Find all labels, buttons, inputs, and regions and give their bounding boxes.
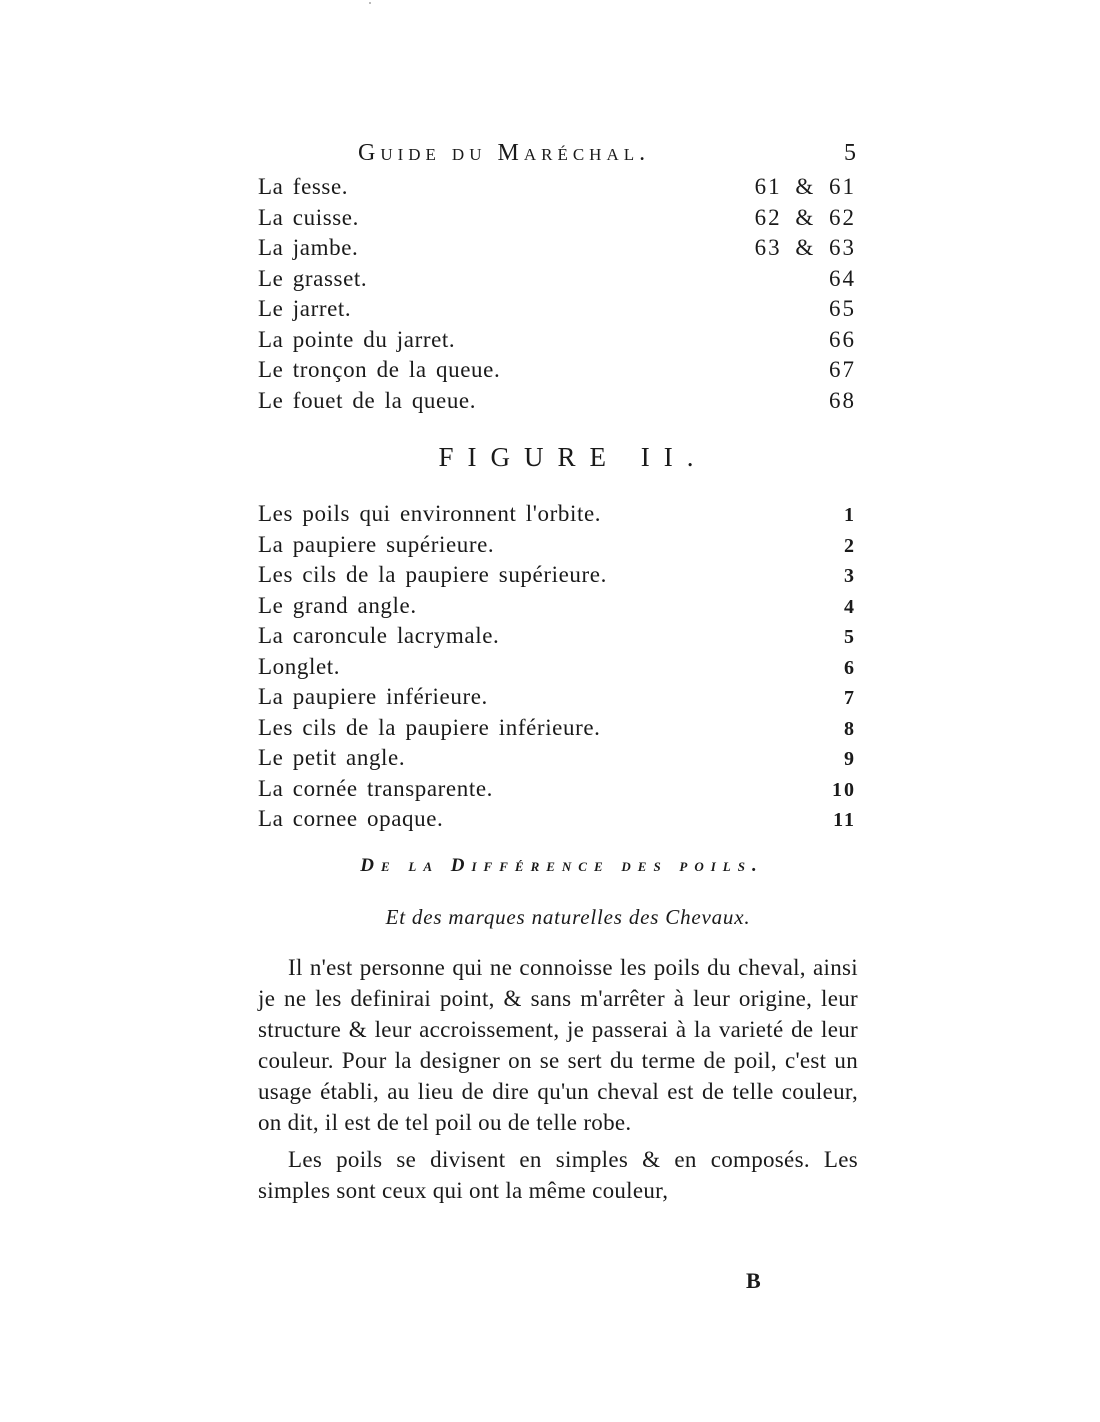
legend-label: La jambe. [258,235,359,260]
scan-speck [369,2,371,4]
signature-mark: B [746,1268,761,1293]
figure-two-legend-list [258,499,858,835]
legend-item [258,325,858,356]
legend-item [258,264,858,295]
paragraph: Il n'est personne qui ne connoisse les poils du cheval, ainsi je ne les definirai point, & sans m'arrêter à leur origine, leur structure & leur accroissement, je passerai à la varieté de leur couleur. Pour la designer on se sert du terme de poil, c'est un usage établi, au lieu de dire qu'un cheval est de telle couleur, on dit, il est de tel poil ou de telle robe. [258,954,858,1135]
legend-ref: 8 [844,717,856,740]
legend-label: La cuisse. [258,204,359,230]
legend-item [258,355,858,386]
legend-label: La caroncule lacrymale. [258,623,500,648]
legend-ref: 6 [844,656,856,679]
running-head-title: Guide du Maréchal. [358,140,651,166]
legend-ref: 66 [829,326,856,352]
legend-ref: 64 [829,265,856,291]
legend-ref: 62 & 62 [754,204,856,230]
legend-item [258,203,858,234]
legend-label: La paupiere inférieure. [258,684,488,709]
legend-ref: 68 [829,387,856,413]
legend-ref: 5 [844,626,856,648]
legend-item [258,233,858,264]
legend-label: Le grand angle. [258,592,417,618]
legend-label: La paupiere supérieure. [258,531,495,557]
legend-label: La cornée transparente. [258,775,493,801]
legend-label: La fesse. [258,174,349,199]
legend-item [258,591,858,622]
section-subheading: Et des marques naturelles des Chevaux. [385,904,751,929]
legend-label: La cornee opaque. [258,806,444,831]
legend-label: Le jarret. [258,296,352,321]
legend-ref: 11 [833,809,856,831]
legend-label: La pointe du jarret. [258,326,456,352]
legend-label: Les cils de la paupiere inférieure. [258,714,601,740]
legend-label: Le tronçon de la queue. [258,357,501,382]
legend-ref: 10 [832,778,856,801]
legend-label: Longlet. [258,653,341,679]
legend-item [258,804,858,835]
legend-label: Les cils de la paupiere supérieure. [258,562,607,587]
paragraph: Les poils se divisent en simples & en composés. Les simples sont ceux qui ont la même couleur, [258,1146,858,1203]
figure-one-legend-list [258,172,858,416]
legend-ref: 65 [829,296,856,321]
legend-ref: 4 [844,595,856,618]
body-text [258,952,858,1206]
legend-item [258,530,858,561]
legend-label: Le fouet de la queue. [258,387,477,413]
legend-ref: 63 & 63 [754,235,856,260]
legend-item [258,621,858,652]
legend-item [258,560,858,591]
book-page [258,138,858,1293]
legend-ref: 1 [844,504,856,526]
legend-ref: 3 [844,565,856,587]
legend-item [258,713,858,744]
legend-item [258,172,858,203]
legend-item [258,682,858,713]
figure-two-heading: FIGURE II. [438,442,708,472]
legend-ref: 67 [829,357,856,382]
running-head [258,138,858,172]
section-heading: De la Différence des poils. [360,854,764,876]
legend-ref: 2 [844,534,856,557]
legend-item [258,774,858,805]
legend-ref: 61 & 61 [754,174,856,199]
legend-item [258,294,858,325]
legend-ref: 7 [844,687,856,709]
legend-item [258,743,858,774]
legend-label: Le petit angle. [258,745,406,770]
legend-ref: 9 [844,748,856,770]
legend-item [258,652,858,683]
legend-item [258,499,858,530]
legend-label: Le grasset. [258,265,368,291]
legend-label: Les poils qui environnent l'orbite. [258,501,602,526]
page-number: 5 [844,140,856,166]
legend-item [258,386,858,417]
